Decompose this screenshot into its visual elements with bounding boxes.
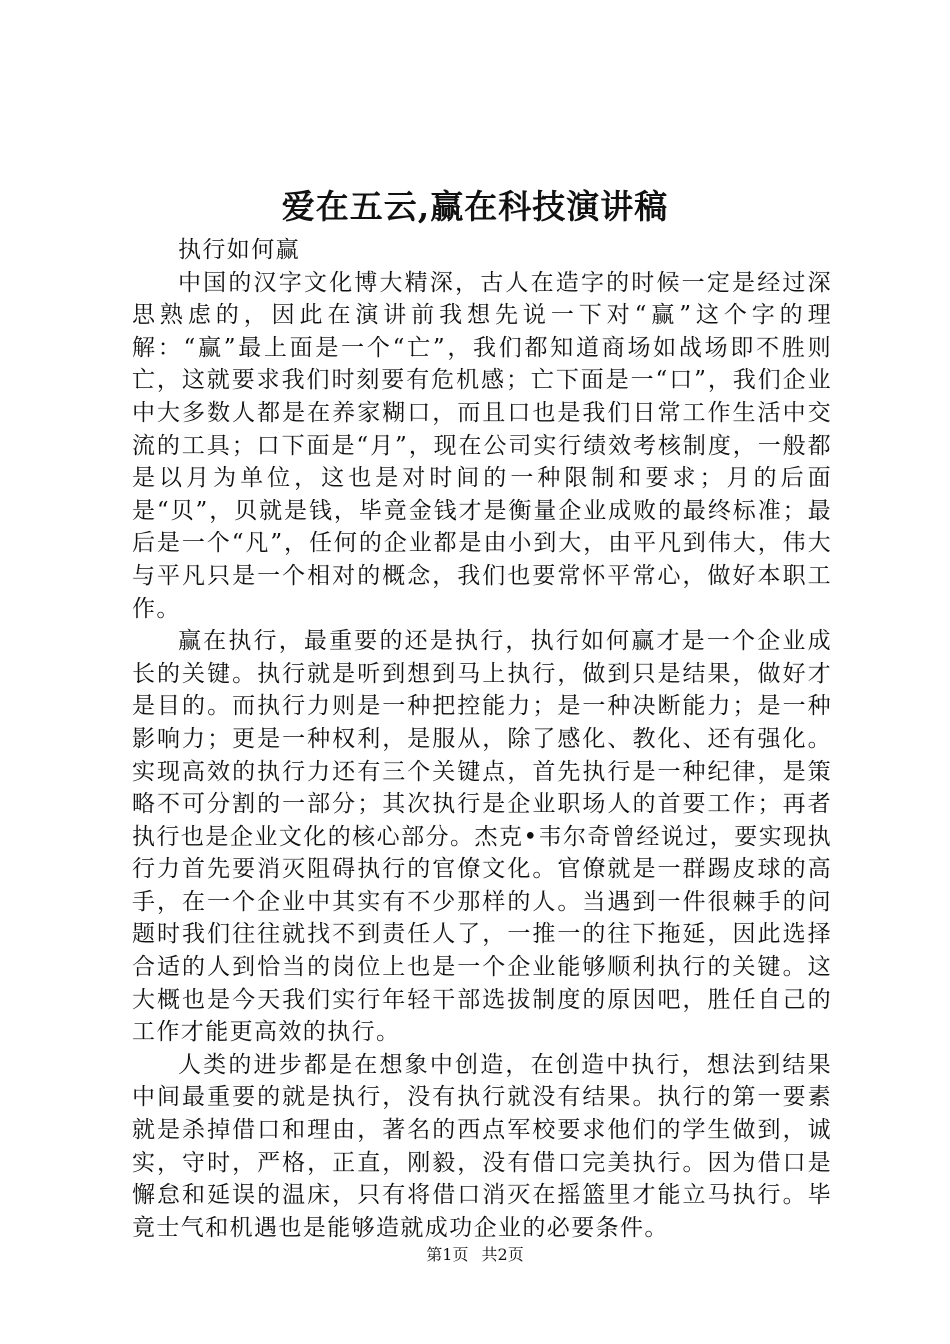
document-title: 爱在五云,赢在科技演讲稿 — [281, 187, 669, 226]
page-number-current: 第1页 — [426, 1245, 469, 1264]
body-paragraph: 赢在执行，最重要的还是执行，执行如何赢才是一个企业成长的关键。执行就是听到想到马上执行，做到只是结果，做好才是目的。而执行力则是一种把控能力；是一种决断能力；是一种影响力；更是一种权利，是服从，除了感化、教化、还有强化。实现高效的执行力还有三个关键点，首先执行是一种纪律，是策略不可分割的一部分；其次执行是企业职场人的首要工作；再者执行也是企业文化的核心部分。杰克•韦尔奇曾经说过，要实现执行力首先要消灭阻碍执行的官僚文化。官僚就是一群踢皮球的高手，在一个企业中其实有不少那样的人。当遇到一件很棘手的问题时我们往往就找不到责任人了，一推一的往下拖延，因此选择合适的人到恰当的岗位上也是一个企业能够顺利执行的关键。这大概也是今天我们实行年轻干部选拔制度的原因吧，胜任自己的工作才能更高效的执行。 — [132, 628, 832, 1046]
subtitle-paragraph: 执行如何赢 — [178, 237, 300, 263]
body-paragraph: 人类的进步都是在想象中创造，在创造中执行，想法到结果中间最重要的就是执行，没有执行就没有结果。执行的第一要素就是杀掉借口和理由，著名的西点军校要求他们的学生做到，诚实，守时，严格，正直，刚毅，没有借口完美执行。因为借口是懈怠和延误的温床，只有将借口消灭在摇篮里才能立马执行。毕竟士气和机遇也是能够造就成功企业的必要条件。 — [132, 1051, 832, 1241]
document-body — [132, 234, 832, 1244]
page-footer — [0, 1244, 950, 1266]
page-number-total: 共2页 — [481, 1245, 524, 1264]
body-paragraph: 中国的汉字文化博大精深，古人在造字的时候一定是经过深思熟虑的，因此在演讲前我想先说一下对“赢”这个字的理解：“赢”最上面是一个“亡”，我们都知道商场如战场即不胜则亡，这就要求我们时刻要有危机感；亡下面是一“口”，我们企业中大多数人都是在养家糊口，而且口也是我们日常工作生活中交流的工具；口下面是“月”，现在公司实行绩效考核制度，一般都是以月为单位，这也是对时间的一种限制和要求；月的后面是“贝”，贝就是钱，毕竟金钱才是衡量企业成败的最终标准；最后是一个“凡”，任何的企业都是由小到大，由平凡到伟大，伟大与平凡只是一个相对的概念，我们也要常怀平常心，做好本职工作。 — [132, 269, 832, 622]
